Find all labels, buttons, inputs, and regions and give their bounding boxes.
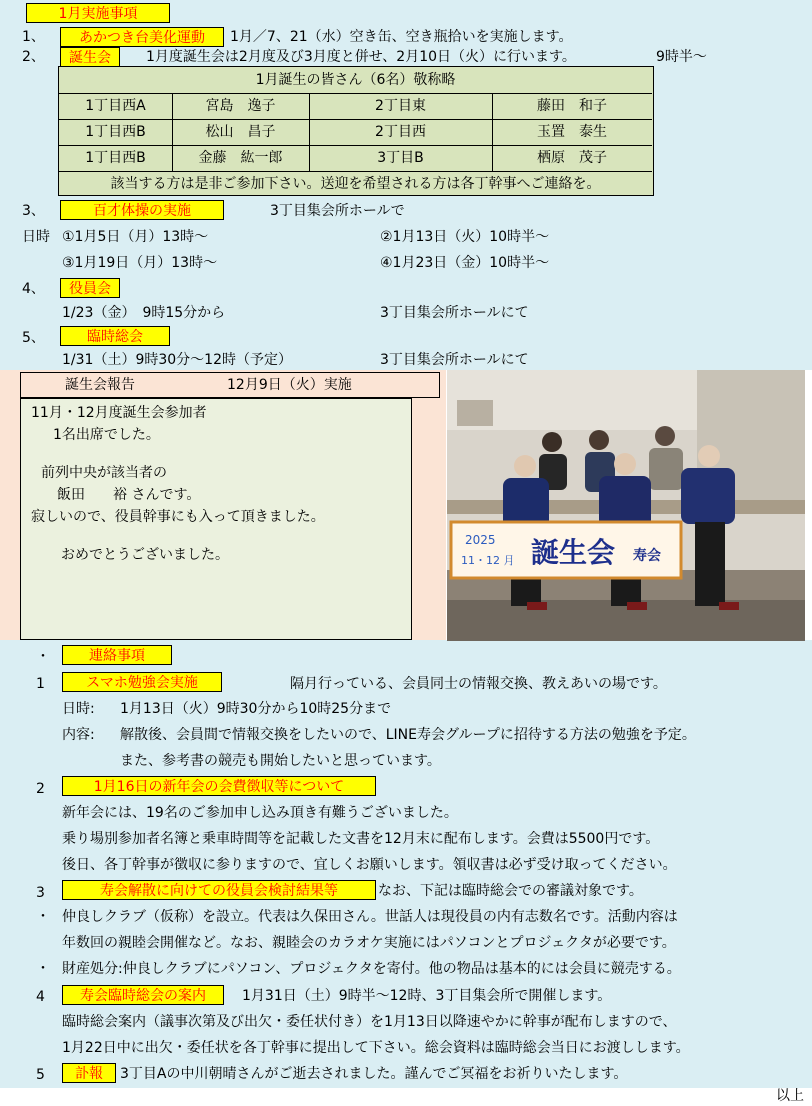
item-number: 4、 [22, 281, 45, 297]
new-year-line: 乗り場別参加者名簿と乗車時間等を記載した文書を12月末に配布します。会費は5500円です。 [62, 831, 660, 847]
content-label: 内容: [62, 727, 95, 743]
item-number: 3、 [22, 203, 45, 219]
extra-meeting-line: 臨時総会案内（議事次第及び出欠・委任状付き）を1月13日以降速やかに幹事が配布しますので、 [62, 1014, 677, 1030]
closing-text: 以上 [776, 1088, 804, 1104]
table-cell: 金藤 紘一郎 [198, 150, 283, 166]
section-title-january: 1月実施事項 [26, 3, 170, 23]
table-cell: 栖原 茂子 [537, 150, 607, 166]
schedule-date-2: ②1月13日（火）10時半～ [380, 229, 550, 245]
schedule-label: 日時 [22, 229, 50, 245]
sign-year: 2025 [465, 533, 496, 547]
tag-board-meeting: 役員会 [60, 278, 120, 298]
table-cell: 3丁目B [377, 150, 424, 166]
obituary-text: 3丁目Aの中川朝晴さんがご逝去されました。謹んでご冥福をお祈りいたします。 [120, 1066, 628, 1082]
schedule-date-4: ④1月23日（金）10時半～ [380, 255, 550, 271]
tag-extra-general-meeting: 臨時総会 [60, 326, 170, 346]
item-number: 4 [36, 989, 45, 1005]
item-number: 2 [36, 781, 45, 797]
table-cell: 1丁目西B [85, 150, 146, 166]
report-box [20, 398, 412, 640]
bullet: ・ [36, 961, 50, 977]
birthday-table-header: 1月誕生の皆さん（6名）敬称略 [255, 72, 456, 88]
report-date: 12月9日（火）実施 [227, 377, 352, 393]
item-number: 3 [36, 885, 45, 901]
beautification-text: 1月／7、21（水）空き缶、空き瓶拾いを実施します。 [230, 29, 573, 45]
schedule-date-1: ①1月5日（月）13時～ [62, 229, 209, 245]
table-row [59, 145, 652, 172]
table-row [59, 119, 652, 146]
dissolution-text: なお、下記は臨時総会での審議対象です。 [378, 883, 643, 899]
birthday-table-footer: 該当する方は是非ご参加下さい。送迎を希望される方は各丁幹事へご連絡を。 [110, 176, 601, 192]
date-label: 日時: [62, 701, 95, 717]
dissolution-line: 年数回の親睦会開催など。なお、親睦会のカラオケ実施にはパソコンとプロジェクタが必要です。 [62, 935, 676, 951]
table-footer-row [59, 171, 652, 196]
tag-notices: 連絡事項 [62, 645, 172, 665]
table-cell: 1丁目西A [85, 98, 146, 114]
birthday-text: 1月度誕生会は2月度及び3月度と併せ、2月10日（火）に行います。 [146, 49, 576, 65]
table-cell: 藤田 和子 [537, 98, 607, 114]
item-number: 5、 [22, 330, 45, 346]
extra-meeting-line: 1月22日中に出欠・委任状を各丁幹事に提出して下さい。総会資料は臨時総会当日にお渡しします。 [62, 1040, 690, 1056]
report-line: 寂しいので、役員幹事にも入って頂きました。 [31, 509, 325, 525]
report-line: 11月・12月度誕生会参加者 [31, 405, 207, 421]
new-year-line: 新年会には、19名のご参加申し込み頂き有難うございました。 [62, 805, 458, 821]
table-cell: 2丁目東 [375, 98, 426, 114]
report-line: 飯田 裕 さんです。 [57, 487, 201, 503]
dissolution-line: 仲良しクラブ（仮称）を設立。代表は久保田さん。世話人は現役員の内有志数名です。活動内容は [62, 909, 678, 925]
smartphone-date: 1月13日（火）9時30分から10時25分まで [120, 701, 392, 717]
schedule-date-3: ③1月19日（月）13時～ [62, 255, 218, 271]
report-header [20, 372, 440, 398]
photo-illustration [447, 370, 805, 641]
board-meeting-date: 1/23（金） 9時15分から [62, 305, 226, 321]
item-number: 5 [36, 1067, 45, 1083]
table-cell: 玉置 泰生 [537, 124, 607, 140]
table-cell: 松山 昌子 [205, 124, 276, 140]
item-number: 1 [36, 676, 45, 692]
sign-month: 11・12 月 [461, 554, 515, 567]
tag-dissolution-review: 寿会解散に向けての役員会検討結果等 [62, 880, 376, 900]
report-title: 誕生会報告 [65, 377, 135, 393]
general-meeting-place: 3丁目集会所ホールにて [380, 352, 529, 368]
tag-exercise: 百才体操の実施 [60, 200, 224, 220]
new-year-line: 後日、各丁幹事が徴収に参りますので、宜しくお願いします。領収書は必ず受け取ってください。 [62, 857, 677, 873]
exercise-place: 3丁目集会所ホールで [270, 203, 405, 219]
sign-title: 誕生会 [531, 536, 616, 569]
birthday-table [58, 66, 654, 196]
dissolution-line: 財産処分:仲良しクラブにパソコン、プロジェクタを寄付。他の物品は基本的には会員に競売する。 [62, 961, 681, 977]
table-row [59, 93, 652, 120]
item-number: 2、 [22, 49, 45, 65]
tag-birthday: 誕生会 [60, 47, 120, 67]
general-meeting-date: 1/31（土）9時30分～12時（予定） [62, 352, 292, 368]
tag-obituary: 訃報 [62, 1063, 116, 1083]
birthday-time: 9時半～ [656, 49, 707, 65]
item-number: 1、 [22, 29, 45, 45]
tag-smartphone-class: スマホ勉強会実施 [62, 672, 222, 692]
smartphone-content: また、参考書の競売も開始したいと思っています。 [120, 753, 441, 769]
bullet: ・ [36, 909, 50, 925]
smartphone-text: 隔月行っている、会員同士の情報交換、教えあいの場です。 [290, 676, 667, 692]
bullet: ・ [36, 649, 50, 665]
tag-beautification: あかつき台美化運動 [60, 27, 224, 47]
table-cell: 1丁目西B [85, 124, 146, 140]
board-meeting-place: 3丁目集会所ホールにて [380, 305, 529, 321]
report-line: 1名出席でした。 [53, 427, 160, 443]
tag-extra-meeting-guide: 寿会臨時総会の案内 [62, 985, 224, 1005]
report-line: おめでとうございました。 [61, 547, 229, 563]
table-cell: 宮島 逸子 [205, 98, 276, 114]
tag-new-year-fee: 1月16日の新年会の会費徴収等について [62, 776, 376, 796]
smartphone-content: 解散後、会員間で情報交換をしたいので、LINE寿会グループに招待する方法の勉強を予定。 [120, 727, 696, 743]
table-cell: 2丁目西 [375, 124, 426, 140]
report-line: 前列中央が該当者の [41, 465, 167, 481]
sign-subtitle: 寿会 [633, 548, 661, 564]
group-photo [447, 370, 805, 641]
extra-meeting-text: 1月31日（土）9時半～12時、3丁目集会所で開催します。 [242, 988, 612, 1004]
